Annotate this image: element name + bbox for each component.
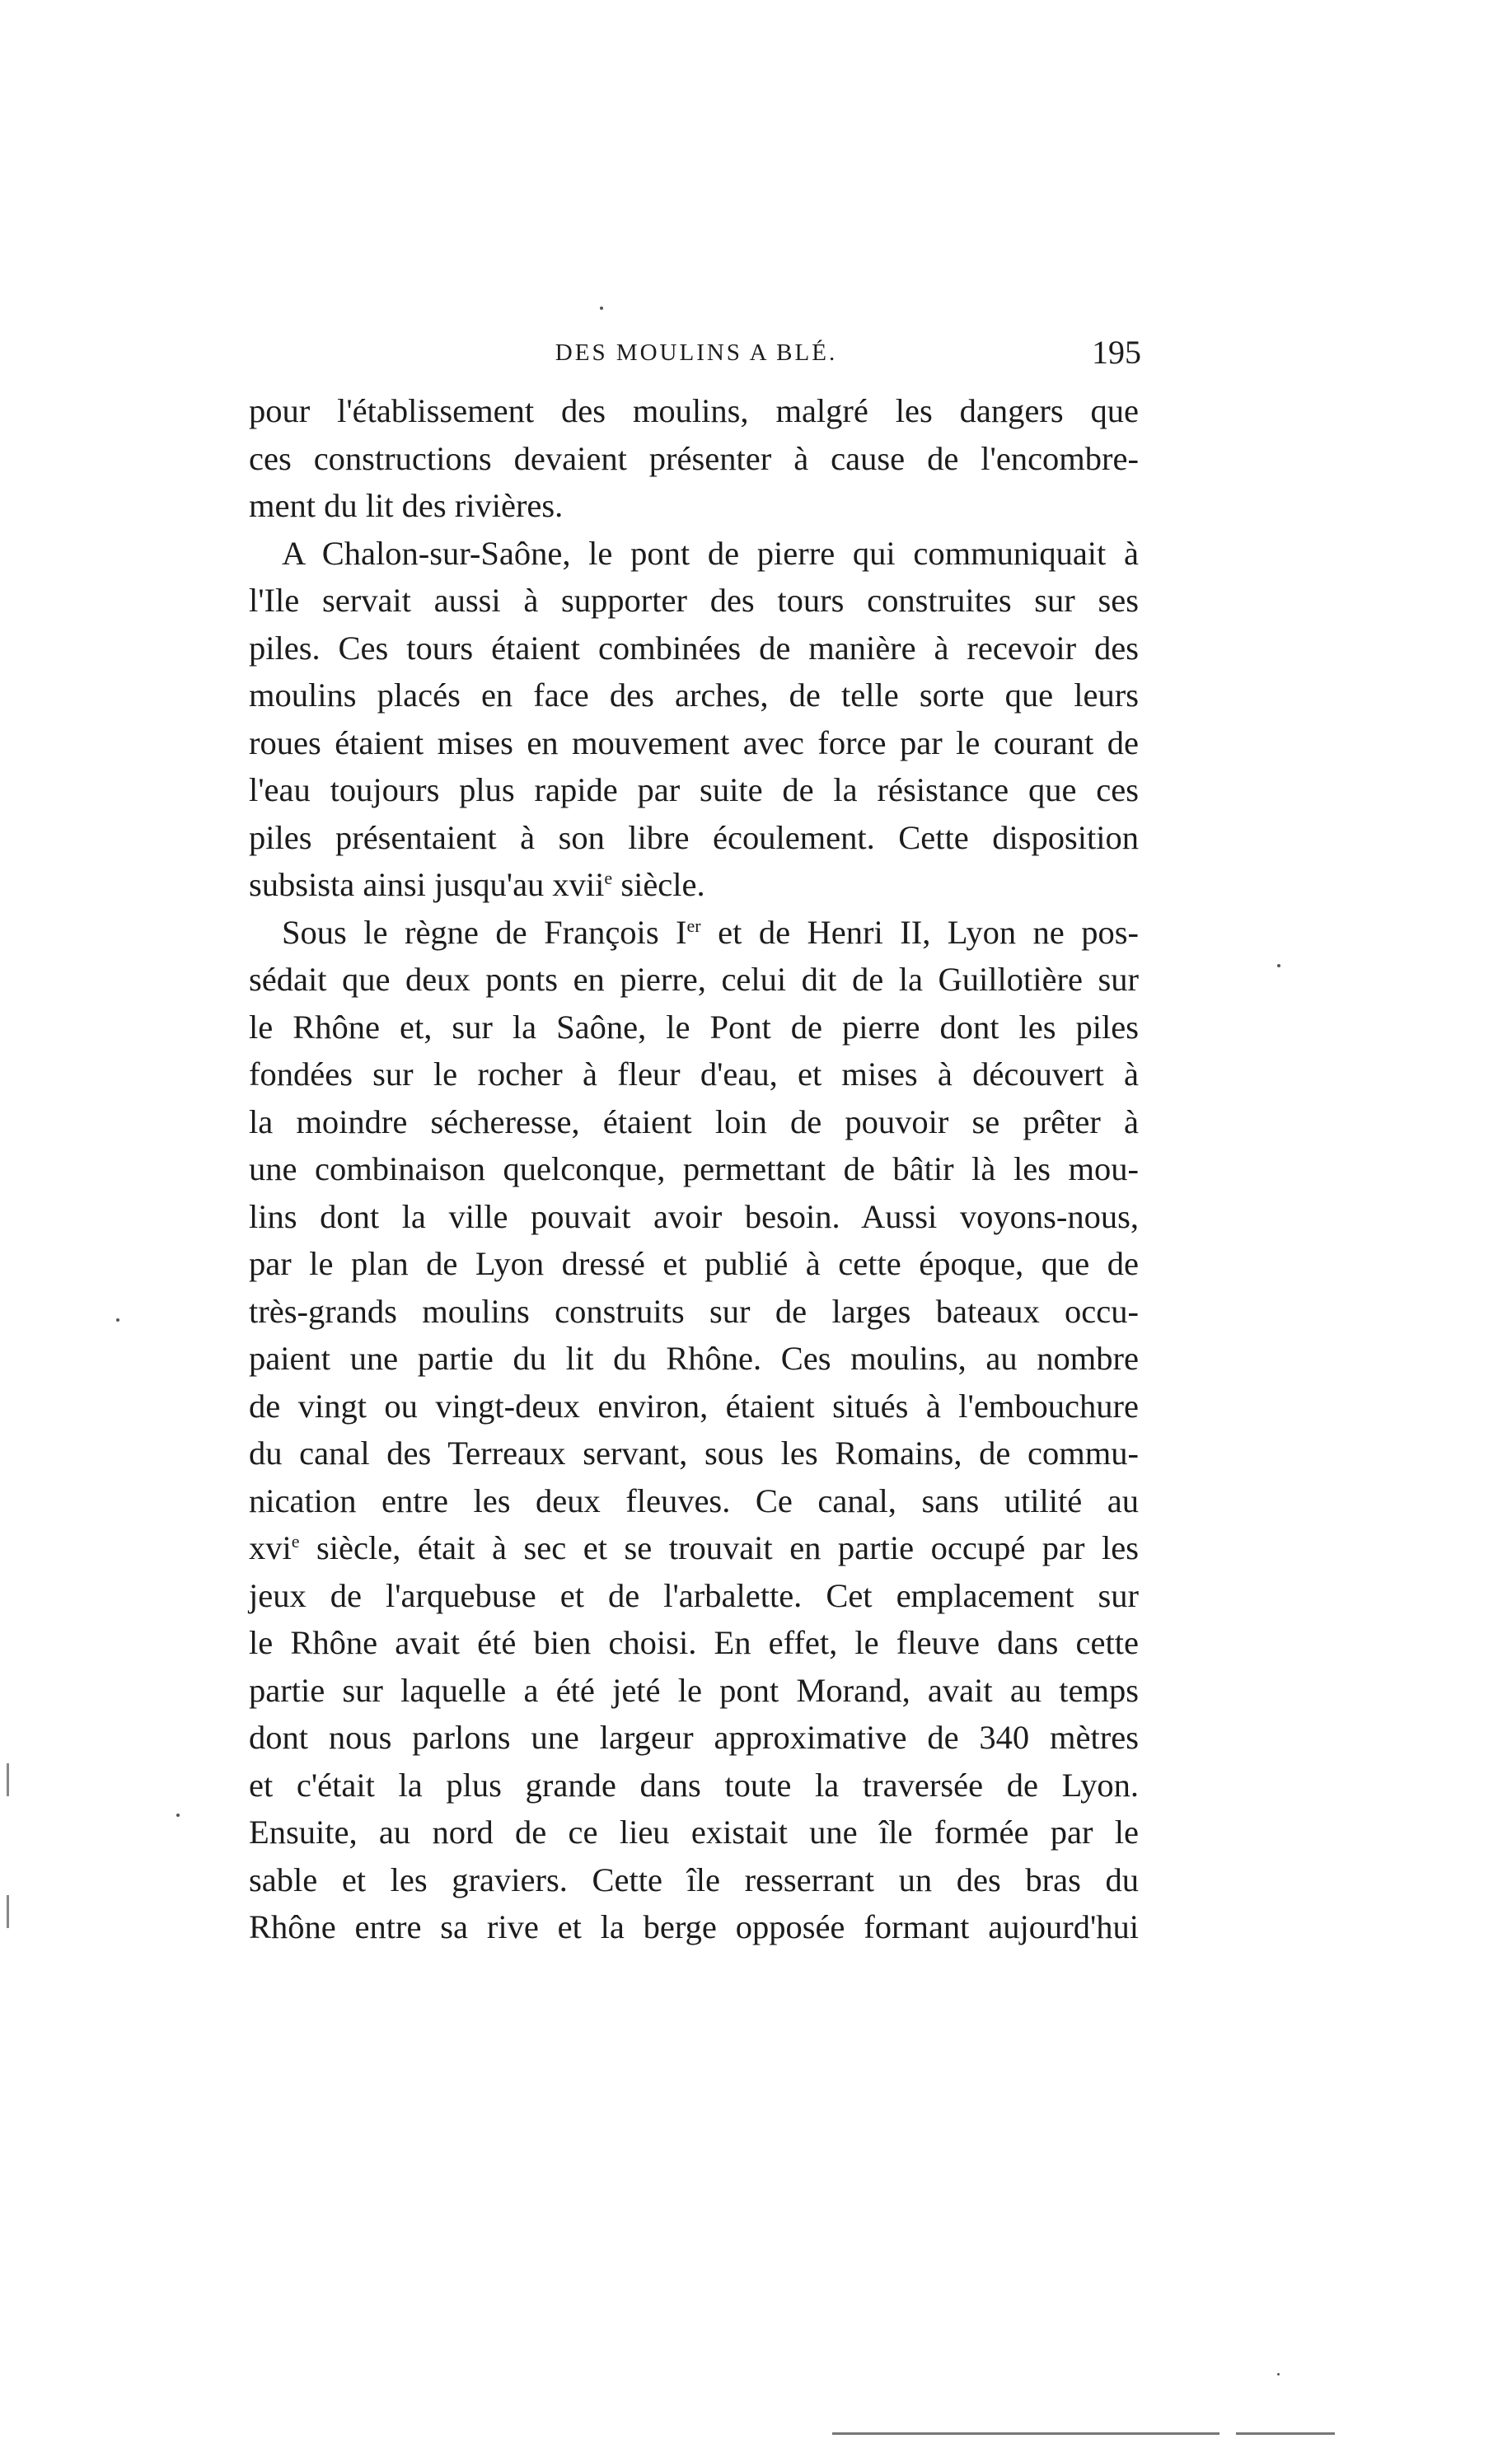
- text-line: [249, 909, 1139, 957]
- text-line: très-grands moulins construits sur de larges bateaux occu-: [249, 1292, 1139, 1330]
- text-line: le Rhône et, sur la Saône, le Pont de pierre dont les piles: [249, 1008, 1139, 1046]
- text-line: l'Ile servait aussi à supporter des tours construites sur ses: [249, 582, 1139, 619]
- scan-edge-mark: [7, 1763, 9, 1796]
- text-line: la moindre sécheresse, étaient loin de pouvoir se prêter à: [249, 1102, 1139, 1140]
- text-line: nication entre les deux fleuves. Ce canal, sans utilité au: [249, 1481, 1139, 1519]
- scan-speck: [176, 1814, 180, 1817]
- running-head: [251, 333, 1141, 374]
- scan-speck: [116, 1318, 119, 1322]
- text-line: jeux de l'arquebuse et de l'arbalette. Cet emplacement sur: [249, 1576, 1139, 1614]
- text-line: ment du lit des rivières.: [249, 487, 564, 524]
- superscript: e: [604, 868, 613, 888]
- text-line: pour l'établissement des moulins, malgré les dangers que: [249, 392, 1139, 429]
- superscript: e: [291, 1531, 300, 1552]
- text-line: une combinaison quelconque, permettant de bâtir là les mou-: [249, 1150, 1139, 1187]
- text-line: paient une partie du lit du Rhône. Ces moulins, au nombre: [249, 1340, 1139, 1377]
- text-line: dont nous parlons une largeur approximative de 340 mètres: [249, 1719, 1139, 1756]
- running-title: DES MOULINS A BLÉ.: [555, 339, 838, 366]
- text-line: A Chalon-sur-Saône, le pont de pierre qui communiquait à: [282, 534, 1139, 572]
- text-line: Ensuite, au nord de ce lieu existait une île formée par le: [249, 1814, 1139, 1851]
- line-text: siècle.: [612, 866, 705, 903]
- text-line: partie sur laquelle a été jeté le pont Morand, avait au temps: [249, 1671, 1139, 1709]
- text-line: [249, 861, 1139, 909]
- body-text: [249, 387, 1139, 1951]
- line-text: Sous le règne de François I: [282, 913, 687, 951]
- text-line: par le plan de Lyon dressé et publié à cette époque, que de: [249, 1245, 1139, 1282]
- scan-speck: [1277, 964, 1280, 967]
- text-line: du canal des Terreaux servant, sous les Romains, de commu-: [249, 1435, 1139, 1472]
- scan-bottom-rule: [1236, 2432, 1335, 2435]
- scan-edge-mark: [7, 1895, 9, 1928]
- text-line: moulins placés en face des arches, de telle sorte que leurs: [249, 676, 1139, 714]
- text-line: piles présentaient à son libre écoulement. Cette disposition: [249, 818, 1139, 856]
- page-number: 195: [1092, 334, 1141, 371]
- text-line: [249, 1524, 1139, 1572]
- text-line: piles. Ces tours étaient combinées de manière à recevoir des: [249, 629, 1139, 667]
- text-line: et c'était la plus grande dans toute la traversée de Lyon.: [249, 1766, 1139, 1804]
- scan-speck: [600, 307, 603, 310]
- text-line: roues étaient mises en mouvement avec force par le courant de: [249, 723, 1139, 761]
- line-text: subsista ainsi jusqu'au xvii: [249, 866, 605, 903]
- scan-bottom-rule: [832, 2432, 1219, 2435]
- text-line: lins dont la ville pouvait avoir besoin. Aussi voyons-nous,: [249, 1197, 1139, 1235]
- text-line: l'eau toujours plus rapide par suite de la résistance que ces: [249, 771, 1139, 808]
- line-text: et de Henri II, Lyon ne pos-: [700, 913, 1139, 951]
- line-text: siècle, était à sec et se trouvait en partie occupé par les: [299, 1529, 1139, 1566]
- text-line: fondées sur le rocher à fleur d'eau, et mises à découvert à: [249, 1055, 1139, 1093]
- superscript: er: [686, 915, 701, 936]
- scan-speck: [1277, 2373, 1280, 2375]
- text-line: sable et les graviers. Cette île resserrant un des bras du: [249, 1861, 1139, 1898]
- text-line: Rhône entre sa rive et la berge opposée formant aujourd'hui: [249, 1908, 1139, 1945]
- text-line: de vingt ou vingt-deux environ, étaient situés à l'embouchure: [249, 1387, 1139, 1425]
- text-line: ces constructions devaient présenter à cause de l'encombre-: [249, 439, 1139, 477]
- line-text: xvi: [249, 1529, 292, 1566]
- text-line: sédait que deux ponts en pierre, celui dit de la Guillotière sur: [249, 961, 1139, 998]
- text-line: le Rhône avait été bien choisi. En effet, le fleuve dans cette: [249, 1624, 1139, 1661]
